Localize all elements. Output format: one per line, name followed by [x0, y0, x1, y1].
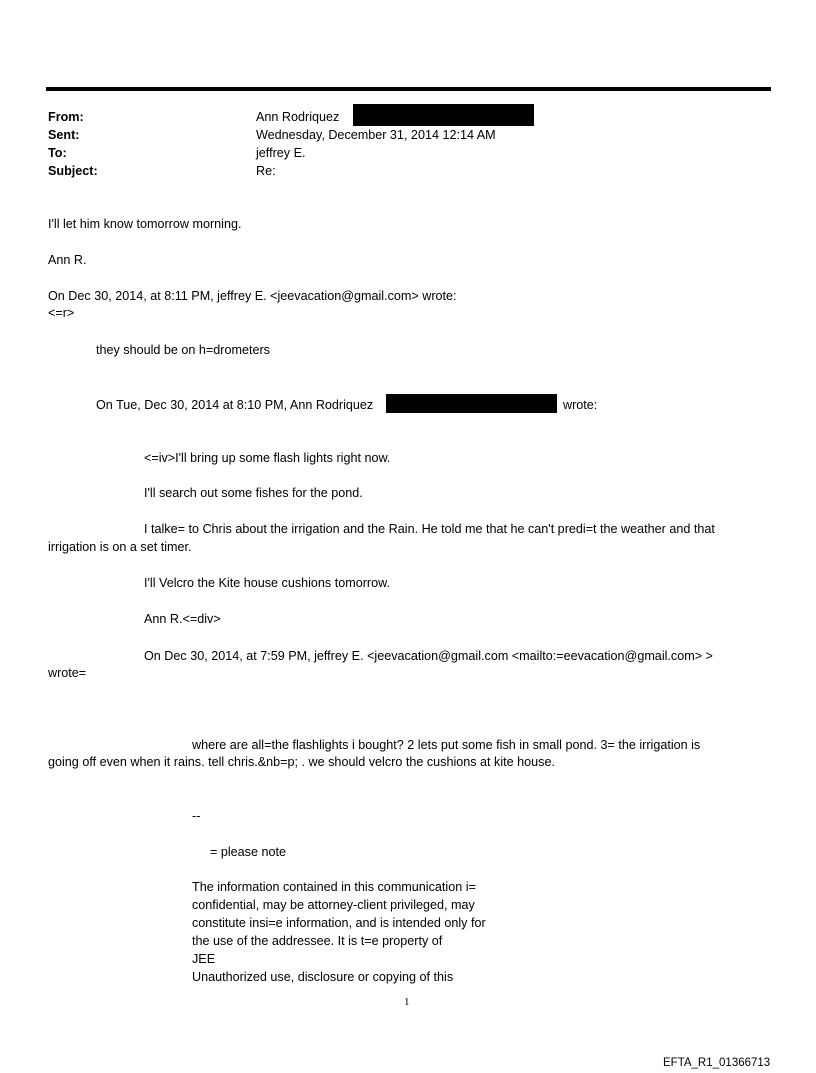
bates-number: EFTA_R1_01366713 — [663, 1057, 771, 1069]
quote2-header — [96, 397, 373, 413]
disclaimer-line: confidential, may be attorney-client privileged, may — [192, 898, 475, 912]
quote2-line3a: I talke= to Chris about the irrigation and the Rain. He told me that he can't predi=t the weather and that — [144, 522, 715, 536]
disclaimer-line: JEE — [192, 952, 216, 966]
quote3-header-a: On Dec 30, 2014, at 7:59 PM, jeffrey E. <jeevacation@gmail.com <mailto:=eevacation@gmail.com> > — [144, 649, 713, 663]
quote3-text-b: going off even when it rains. tell chris.&nb=p; . we should velcro the cushions at kite house. — [48, 755, 555, 769]
quote2-header-pre: On Tue, Dec 30, 2014 at 8:10 PM, Ann Rodriquez — [96, 398, 374, 412]
quote2-header-post: wrote: — [563, 398, 598, 412]
quote1-header: On Dec 30, 2014, at 8:11 PM, jeffrey E. <jeevacation@gmail.com> wrote: — [48, 289, 457, 303]
page-number: 1 — [404, 996, 410, 1008]
signature: Ann R. — [48, 253, 87, 267]
disclaimer-line: the use of the addressee. It is t=e property of — [192, 934, 443, 948]
from-value: Ann Rodriquez — [256, 110, 340, 124]
header-rule — [46, 87, 771, 91]
from-label: From: — [48, 110, 84, 124]
disclaimer-line: constitute insi=e information, and is intended only for — [192, 916, 486, 930]
subject-value: Re: — [256, 164, 276, 178]
quote2-line3b: irrigation is on a set timer. — [48, 540, 192, 554]
to-label: To: — [48, 146, 67, 160]
redaction-bar — [353, 104, 534, 126]
please-note: = please note — [210, 845, 286, 859]
to-value: jeffrey E. — [256, 146, 306, 160]
disclaimer-line: The information contained in this communication i= — [192, 880, 476, 894]
quote3-header-b: wrote= — [48, 666, 87, 680]
quote2-line1: <=iv>I'll bring up some flash lights right now. — [144, 451, 391, 465]
quote1-tag: <=r> — [48, 306, 75, 320]
redaction-bar — [386, 394, 557, 413]
subject-label: Subject: — [48, 164, 98, 178]
quote2-line2: I'll search out some fishes for the pond. — [144, 486, 363, 500]
reply-line: I'll let him know tomorrow morning. — [48, 217, 242, 231]
quote2-signature: Ann R.<=div> — [144, 612, 221, 626]
sent-label: Sent: — [48, 128, 80, 142]
sent-value: Wednesday, December 31, 2014 12:14 AM — [256, 128, 496, 142]
disclaimer-line: Unauthorized use, disclosure or copying of this — [192, 970, 454, 984]
quote3-text-a: where are all=the flashlights i bought? 2 lets put some fish in small pond. 3= the irrigation is — [192, 738, 701, 752]
signature-dashes: -- — [192, 809, 201, 823]
quote1-text: they should be on h=drometers — [96, 343, 270, 357]
quote2-line4: I'll Velcro the Kite house cushions tomorrow. — [144, 576, 391, 590]
